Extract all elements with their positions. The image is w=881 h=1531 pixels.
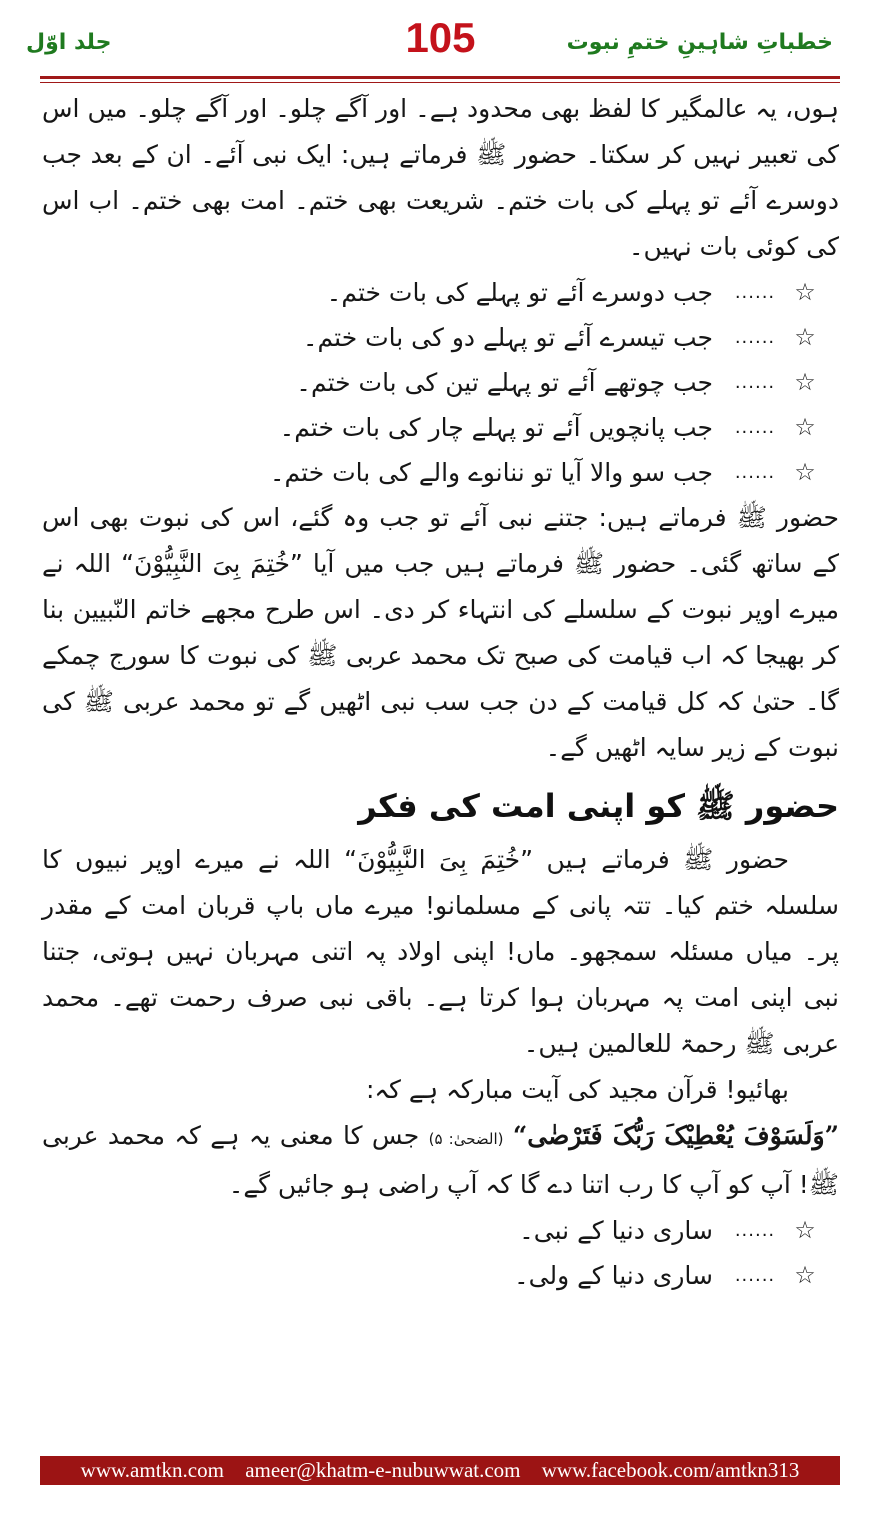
page-body <box>42 86 839 1446</box>
star-icon: ☆ <box>794 1261 816 1289</box>
book-title: خطباتِ شاہینِ ختمِ نبوت <box>566 30 833 55</box>
leader-dots: ...... <box>734 282 776 303</box>
star-icon: ☆ <box>794 323 816 351</box>
verse-reference: (الضحیٰ: ۵) <box>428 1130 504 1148</box>
list-item-text: جب پانچویں آئے تو پہلے چار کی بات ختم۔ <box>279 413 713 442</box>
list-item <box>42 315 827 360</box>
paragraph-2: حضور ﷺ فرماتے ہیں: جتنے نبی آئے تو جب وہ گئے، اس کی نبوت بھی اس کے ساتھ گئی۔ حضور ﷺ فرماتے ہیں جب میں آیا ”خُتِمَ بِیَ النَّبِیُّوْنَ“ اللہ نے میرے اوپر نبوت کے سلسلے کی انتہاء کر دی۔ اس طرح مجھے خاتم النّبیین بنا کر بھیجا کہ اب قیامت کی صبح تک محمد عربی ﷺ کی نبوت کا سورج چمکے گا۔ حتیٰ کہ کل قیامت کے دن جب سب نبی اٹھیں گے تو محمد عربی ﷺ کی نبوت کے زیر سایہ اٹھیں گے۔ <box>42 503 839 762</box>
leader-dots: ...... <box>734 1265 776 1286</box>
quran-verse: ”وَلَسَوْفَ یُعْطِیْکَ رَبُّکَ فَتَرْضٰی“ <box>512 1121 839 1150</box>
star-icon: ☆ <box>794 413 816 441</box>
header-divider-thick <box>40 76 840 79</box>
leader-dots: ...... <box>734 327 776 348</box>
star-icon: ☆ <box>794 1216 816 1244</box>
leader-dots: ...... <box>734 417 776 438</box>
verse-explanation: جس کا معنی یہ ہے کہ محمد عربی ﷺ! آپ کو آپ کا رب اتنا دے گا کہ آپ راضی ہو جائیں گے۔ <box>42 1121 839 1199</box>
list-item <box>42 405 827 450</box>
bullet-list-1 <box>42 270 839 495</box>
leader-dots: ...... <box>734 372 776 393</box>
list-item <box>42 1253 827 1298</box>
footer-email-link[interactable]: ameer@khatm-e-nubuwwat.com <box>245 1458 521 1482</box>
list-item <box>42 270 827 315</box>
star-icon: ☆ <box>794 458 816 486</box>
list-item-text: جب سو والا آیا تو ننانوے والے کی بات ختم۔ <box>269 458 713 487</box>
list-item-text: ساری دنیا کے ولی۔ <box>513 1261 713 1290</box>
footer-facebook-link[interactable]: www.facebook.com/amtkn313 <box>541 1458 800 1482</box>
page-header <box>0 0 881 80</box>
page-footer <box>40 1456 840 1485</box>
leader-dots: ...... <box>734 1220 776 1241</box>
bullet-list-2 <box>42 1208 839 1298</box>
list-item-text: جب دوسرے آئے تو پہلے کی بات ختم۔ <box>326 278 713 307</box>
list-item <box>42 450 827 495</box>
header-divider-thin <box>40 82 840 83</box>
list-item-text: جب تیسرے آئے تو پہلے دو کی بات ختم۔ <box>302 323 713 352</box>
list-item-text: ساری دنیا کے نبی۔ <box>519 1216 713 1245</box>
list-item-text: جب چوتھے آئے تو پہلے تین کی بات ختم۔ <box>296 368 713 397</box>
paragraph-4: بھائیو! قرآن مجید کی آیت مبارکہ ہے کہ: <box>365 1075 789 1104</box>
star-icon: ☆ <box>794 278 816 306</box>
paragraph-3: حضور ﷺ فرماتے ہیں ”خُتِمَ بِیَ النَّبِیُّوْنَ“ اللہ نے میرے اوپر نبیوں کا سلسلہ ختم کیا۔ تتہ پانی کے مسلمانو! میرے ماں باپ قربان امت کے مقدر پر۔ میاں مسئلہ سمجھو۔ ماں! اپنی اولاد پہ اتنی مہربان نہیں ہوتی، جتنا نبی اپنی امت پہ مہربان ہوا کرتا ہے۔ باقی نبی صرف رحمت تھے۔ محمد عربی ﷺ رحمۃ للعالمین ہیں۔ <box>42 845 839 1058</box>
section-heading: حضور ﷺ کو اپنی امت کی فکر <box>358 787 839 825</box>
quran-quote-paragraph <box>42 1113 839 1208</box>
volume-label: جلد اوّل <box>26 30 112 55</box>
list-item <box>42 1208 827 1253</box>
paragraph-1: ہوں، یہ عالمگیر کا لفظ بھی محدود ہے۔ اور آگے چلو۔ اور آگے چلو۔ میں اس کی تعبیر نہیں کر سکتا۔ حضور ﷺ فرماتے ہیں: ایک نبی آئے۔ ان کے بعد جب دوسرے آئے تو پہلے کی بات ختم۔ شریعت بھی ختم۔ امت بھی ختم۔ اب اس کی کوئی بات نہیں۔ <box>42 94 839 261</box>
leader-dots: ...... <box>734 462 776 483</box>
list-item <box>42 360 827 405</box>
footer-website-link[interactable]: www.amtkn.com <box>80 1458 224 1482</box>
star-icon: ☆ <box>794 368 816 396</box>
page-number: 105 <box>405 14 476 61</box>
